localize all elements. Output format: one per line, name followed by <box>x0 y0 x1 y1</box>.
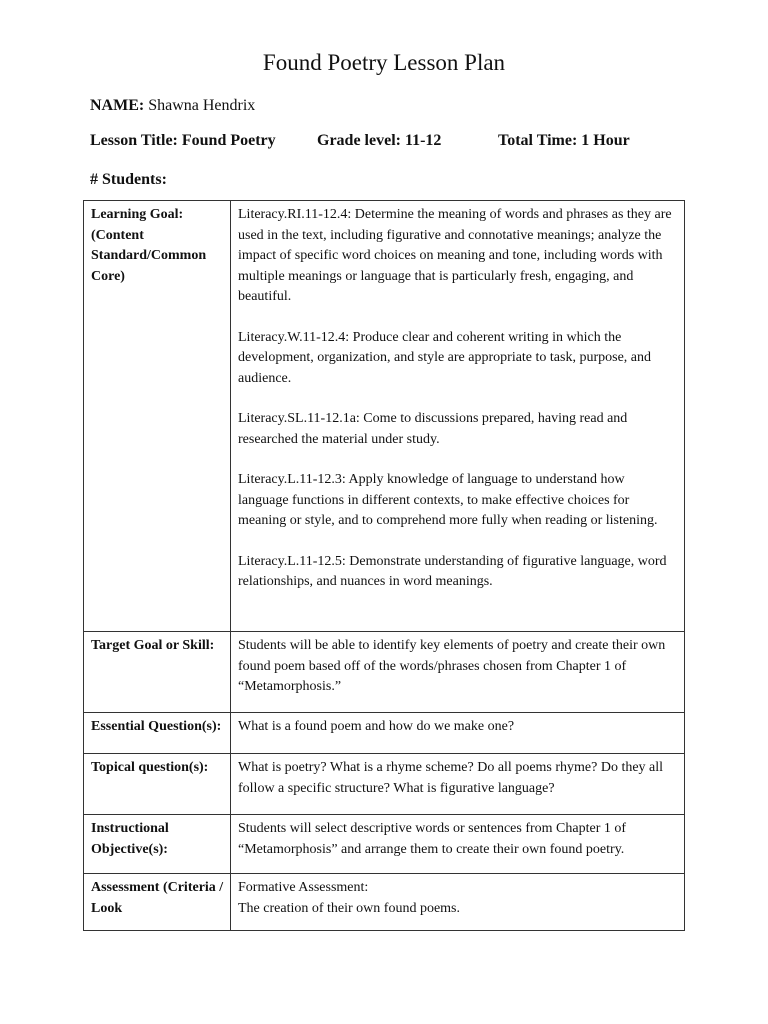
assessment-label: Assessment (Criteria / Look <box>84 874 231 931</box>
total-time-value: 1 Hour <box>581 132 630 149</box>
standard-paragraph: Literacy.W.11-12.4: Produce clear and coherent writing in which the development, organization, and style are appropriate to task, purpose, and audience. <box>238 329 651 386</box>
instructional-objective-content: Students will select descriptive words or sentences from Chapter 1 of “Metamorphosis” and arrange them to create their own found poetry. <box>231 815 685 874</box>
grade-level-label: Grade level: <box>317 132 401 149</box>
standard-paragraph: Literacy.L.11-12.5: Demonstrate understanding of figurative language, word relationships, and nuances in word meanings. <box>238 553 667 589</box>
topical-question-label: Topical question(s): <box>84 754 231 815</box>
standard-paragraph: Literacy.RI.11-12.4: Determine the meaning of words and phrases as they are used in the text, including figurative and connotative meanings; analyze the impact of specific word choices on meaning and tone, including words with multiple meanings or language that is particularly fresh, engaging, and beautiful. <box>238 207 672 304</box>
learning-goal-label: Learning Goal: (Content Standard/Common Core) <box>84 201 231 632</box>
grade-level-value: 11-12 <box>404 132 442 149</box>
standard-paragraph: Literacy.SL.11-12.1a: Come to discussions prepared, having read and researched the material under study. <box>238 411 628 447</box>
name-label: NAME: <box>90 97 145 114</box>
total-time-label: Total Time: <box>498 132 578 149</box>
topical-question-content: What is poetry? What is a rhyme scheme? Do all poems rhyme? Do they all follow a specific structure? What is figurative language? <box>231 754 685 815</box>
assessment-description: The creation of their own found poems. <box>238 900 460 916</box>
target-goal-content: Students will be able to identify key elements of poetry and create their own found poem based off of the words/phrases chosen from Chapter 1 of “Metamorphosis.” <box>231 632 685 713</box>
standard-paragraph: Literacy.L.11-12.3: Apply knowledge of language to understand how language functions in different contexts, to make effective choices for meaning or style, and to comprehend more fully when reading or listening. <box>238 472 658 528</box>
document-title: Found Poetry Lesson Plan <box>262 50 506 75</box>
lesson-plan-table <box>83 200 685 931</box>
grade-level-field <box>317 131 441 151</box>
students-label: # Students: <box>90 171 167 188</box>
total-time-field <box>498 131 630 151</box>
name-value: Shawna Hendrix <box>148 97 256 114</box>
instructional-objective-label: Instructional Objective(s): <box>84 815 231 874</box>
lesson-title-label: Lesson Title: <box>90 132 178 149</box>
essential-question-content: What is a found poem and how do we make one? <box>231 713 685 754</box>
name-line <box>90 96 255 116</box>
table-row <box>84 713 685 754</box>
assessment-type: Formative Assessment: <box>238 880 369 895</box>
table-row <box>84 754 685 815</box>
learning-goal-content <box>231 201 685 632</box>
assessment-content <box>231 874 685 931</box>
table-row <box>84 874 685 931</box>
students-line <box>90 170 167 190</box>
lesson-title-field <box>90 131 276 151</box>
table-row <box>84 815 685 874</box>
lesson-title-value: Found Poetry <box>181 132 276 149</box>
table-row <box>84 632 685 713</box>
essential-question-label: Essential Question(s): <box>84 713 231 754</box>
target-goal-label: Target Goal or Skill: <box>84 632 231 713</box>
table-row <box>84 201 685 632</box>
